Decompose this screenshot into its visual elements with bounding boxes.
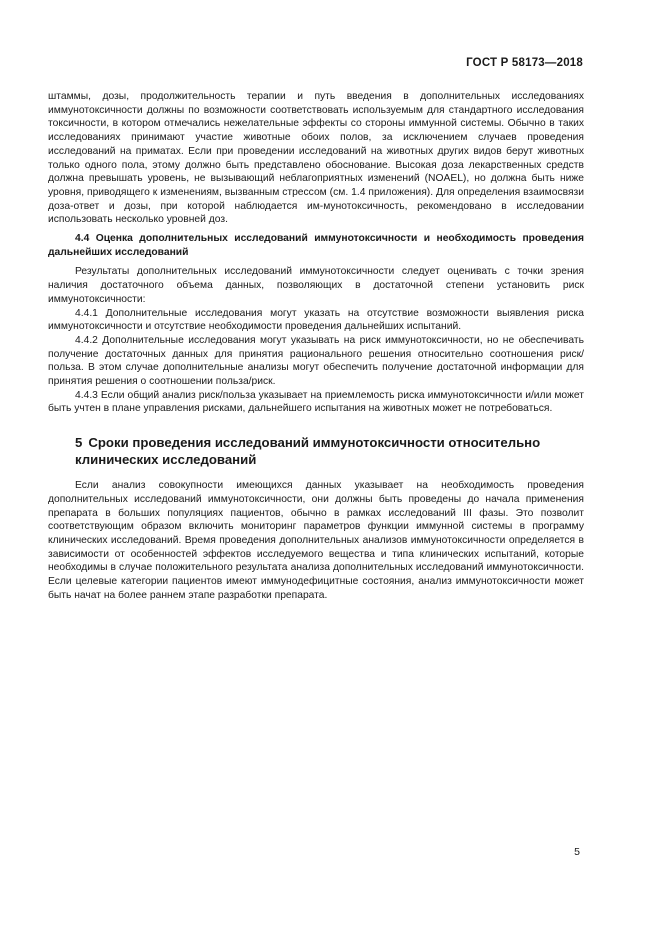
paragraph-4-4-1: 4.4.1 Дополнительные исследования могут указать на отсутствие возможности выявления риска иммунотоксичности и отсутствие необходимости проведения дальнейших испытаний. xyxy=(48,307,584,333)
section-5-heading xyxy=(75,434,584,468)
section-5-number: 5 xyxy=(75,435,83,451)
section-5-title: Сроки проведения исследований иммунотоксичности относительно клинических исследований xyxy=(75,435,541,468)
paragraph-timing: Если анализ совокупности имеющихся данных указывает на необходимость проведения дополнительных исследований иммунотоксичности, они должны быть проведены до начала применения препарата в больших популяциях пациентов, обычно в рамках исследований III фазы. Это позволит соответствующим образом включить мониторинг параметров функции иммунной системы в программу клинических исследований. Время проведения дополнительных анализов иммунотоксичности определяется в зависимости от особенностей эффектов исследуемого вещества и типа клинических испытаний, которые необходимы в случае положительного результата анализа дополнительных исследований иммунотоксичности. Если целевые категории пациентов имеют иммунодефицитные состояния, анализ иммунотоксичности может быть начат на более раннем этапе разработки препарата. xyxy=(48,480,584,601)
page-number: 5 xyxy=(574,846,580,858)
document-id: ГОСТ Р 58173—2018 xyxy=(466,57,583,69)
paragraph-4-4-3: 4.4.3 Если общий анализ риск/польза указывает на приемлемость риска иммунотоксичности и/или может быть учтен в плане управления рисками, дальнейшего испытания на животных может не потребоваться. xyxy=(48,389,584,415)
paragraph-dose-selection: штаммы, дозы, продолжительность терапии и путь введения в дополнительных исследованиях иммунотоксичности должны по возможности соответствовать используемым для стандартного исследования токсичности, в котором отмечались нежелательные эффекты со стороны иммунной системы. Обычно в таких исследованиях принимают участие животные обоих полов, за исключением случаев проведения исследований на приматах. Если при проведении исследований на животных других видов берут животных только одного пола, этому должно быть представлено обоснование. Высокая доза лекарственных средств должна превышать уровень, не вызывающий неблагоприятных изменений (NOAEL), но должна быть ниже уровня, приводящего к изменениям, вызванным стрессом (см. 1.4 приложения). Для определения взаимосвязи доза-ответ и дозы, при которой наблюдается им-мунотоксичность, рекомендовано в исследовании использовать несколько уровней доз. xyxy=(48,91,584,226)
paragraph-4-4-2: 4.4.2 Дополнительные исследования могут указывать на риск иммунотоксичности, но не обеспечивать получение достаточных данных для принятия рационального решения относительно соотношения риск/польза. В этом случае дополнительные анализы могут обеспечить получение достаточной информации для принятия решения о соотношении польза/риск. xyxy=(48,334,584,388)
paragraph-evaluation-intro: Результаты дополнительных исследований иммунотоксичности следует оценивать с точки зрения наличия достаточного объема данных, позволяющих в достаточной степени установить риск иммунотоксичности: xyxy=(48,266,584,305)
page-body xyxy=(48,90,584,603)
subsection-4-4-heading: 4.4 Оценка дополнительных исследований иммунотоксичности и необходимость проведения дальнейших исследований xyxy=(48,233,584,258)
